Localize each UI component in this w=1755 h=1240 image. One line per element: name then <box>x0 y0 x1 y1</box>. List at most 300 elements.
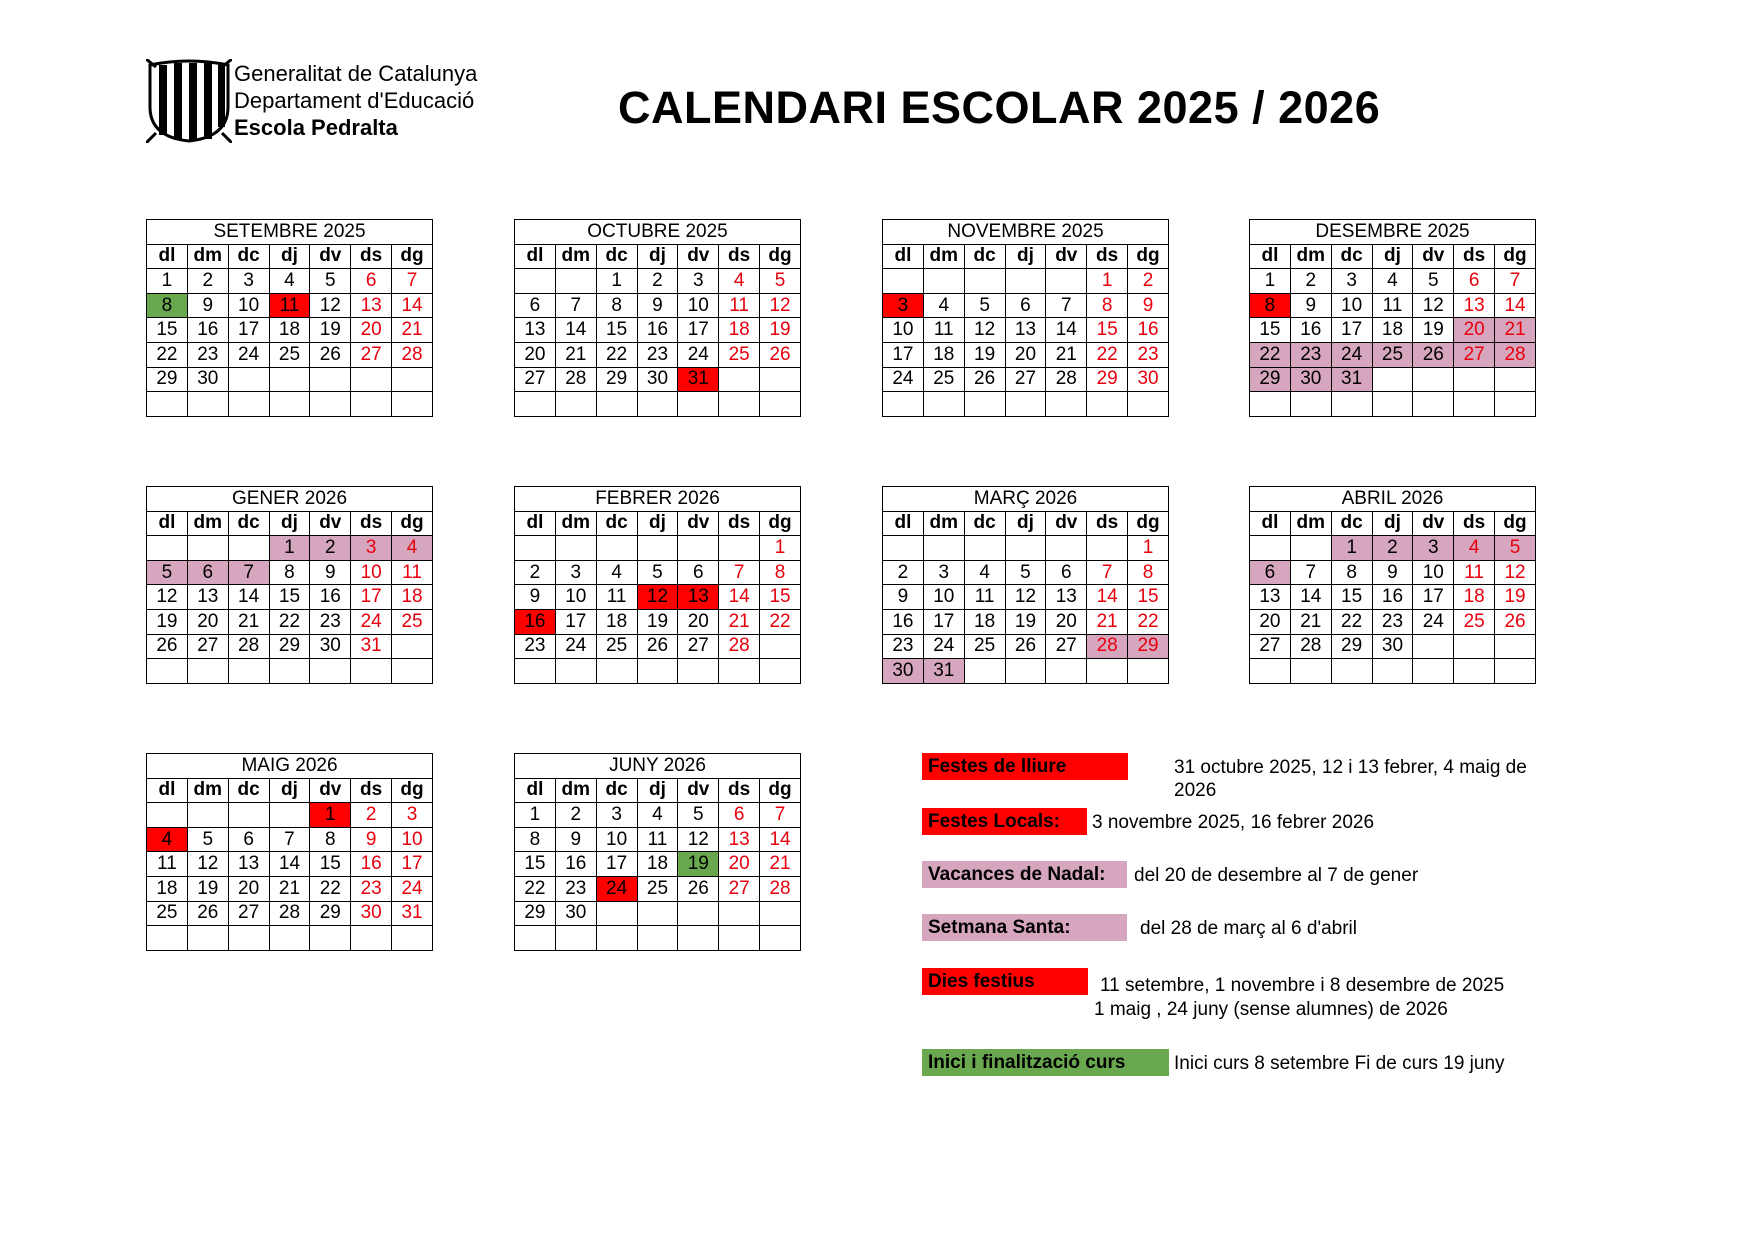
day-cell: 15 <box>1128 585 1169 610</box>
weekday-header: dg <box>760 244 801 269</box>
day-cell: 14 <box>392 293 433 318</box>
day-cell: 23 <box>883 634 924 659</box>
day-cell: 7 <box>760 803 801 828</box>
weekday-header: dj <box>1372 244 1413 269</box>
day-cell: 30 <box>637 367 678 392</box>
weekday-header: dm <box>1290 511 1331 536</box>
week-row <box>147 852 433 877</box>
week-row <box>147 560 433 585</box>
day-cell: 29 <box>515 901 556 926</box>
day-cell: 9 <box>515 585 556 610</box>
week-row <box>883 269 1169 294</box>
day-cell: 24 <box>923 634 964 659</box>
empty-cell <box>964 536 1005 561</box>
day-cell: 29 <box>1128 634 1169 659</box>
day-cell: 21 <box>555 342 596 367</box>
day-cell: 12 <box>187 852 228 877</box>
empty-cell <box>1128 659 1169 684</box>
month-calendar <box>146 753 433 951</box>
day-cell: 25 <box>1454 609 1495 634</box>
weekday-header: dj <box>1005 511 1046 536</box>
day-cell: 9 <box>310 560 351 585</box>
day-cell: 2 <box>883 560 924 585</box>
empty-cell <box>515 269 556 294</box>
empty-cell <box>719 392 760 417</box>
week-row <box>1250 609 1536 634</box>
week-row <box>515 536 801 561</box>
day-cell: 21 <box>228 609 269 634</box>
day-cell: 12 <box>678 827 719 852</box>
empty-cell <box>923 536 964 561</box>
day-cell: 30 <box>187 367 228 392</box>
legend-nadal-text: del 20 de desembre al 7 de gener <box>1134 865 1419 886</box>
week-row <box>515 852 801 877</box>
weekday-header: dc <box>964 244 1005 269</box>
day-cell: 11 <box>392 560 433 585</box>
day-cell: 16 <box>637 318 678 343</box>
day-cell: 28 <box>1087 634 1128 659</box>
day-cell: 19 <box>964 342 1005 367</box>
day-cell: 22 <box>269 609 310 634</box>
day-cell: 27 <box>678 634 719 659</box>
day-cell: 11 <box>964 585 1005 610</box>
week-row <box>883 609 1169 634</box>
day-cell: 28 <box>1290 634 1331 659</box>
day-cell: 3 <box>351 536 392 561</box>
day-cell: 9 <box>187 293 228 318</box>
weekday-header: dm <box>555 778 596 803</box>
empty-cell <box>1046 269 1087 294</box>
empty-cell <box>1454 659 1495 684</box>
day-cell: 5 <box>1495 536 1536 561</box>
day-cell: 24 <box>228 342 269 367</box>
day-cell: 11 <box>923 318 964 343</box>
day-cell: 19 <box>637 609 678 634</box>
day-cell: 24 <box>392 876 433 901</box>
month-calendar <box>1249 219 1536 417</box>
empty-cell <box>760 901 801 926</box>
weekday-header: ds <box>719 778 760 803</box>
day-cell: 25 <box>269 342 310 367</box>
day-cell: 23 <box>351 876 392 901</box>
day-cell: 4 <box>1454 536 1495 561</box>
day-cell: 1 <box>1128 536 1169 561</box>
day-cell: 31 <box>392 901 433 926</box>
empty-cell <box>964 269 1005 294</box>
day-cell: 7 <box>1087 560 1128 585</box>
month-name: DESEMBRE 2025 <box>1250 220 1536 245</box>
empty-cell <box>269 392 310 417</box>
empty-cell <box>351 392 392 417</box>
week-row <box>147 634 433 659</box>
day-cell: 8 <box>760 560 801 585</box>
legend-festius-text-2: 1 maig , 24 juny (sense alumnes) de 2026 <box>1094 999 1448 1020</box>
day-cell: 10 <box>883 318 924 343</box>
day-cell: 29 <box>147 367 188 392</box>
empty-cell <box>228 392 269 417</box>
day-cell: 22 <box>596 342 637 367</box>
week-row <box>147 318 433 343</box>
day-cell: 1 <box>760 536 801 561</box>
week-row <box>147 926 433 951</box>
month-name: JUNY 2026 <box>515 754 801 779</box>
weekday-header: dc <box>228 511 269 536</box>
week-row <box>147 536 433 561</box>
empty-cell <box>1046 536 1087 561</box>
day-cell: 10 <box>555 585 596 610</box>
empty-cell <box>1372 367 1413 392</box>
day-cell: 6 <box>228 827 269 852</box>
day-cell: 2 <box>637 269 678 294</box>
day-cell: 8 <box>1087 293 1128 318</box>
day-cell: 18 <box>392 585 433 610</box>
day-cell: 6 <box>1250 560 1291 585</box>
day-cell: 31 <box>923 659 964 684</box>
empty-cell <box>923 392 964 417</box>
day-cell: 10 <box>596 827 637 852</box>
empty-cell <box>1128 392 1169 417</box>
month-name: MARÇ 2026 <box>883 487 1169 512</box>
weekday-header: dj <box>637 244 678 269</box>
week-row <box>883 342 1169 367</box>
day-cell: 2 <box>555 803 596 828</box>
day-cell: 20 <box>515 342 556 367</box>
day-cell: 1 <box>1250 269 1291 294</box>
day-cell: 15 <box>515 852 556 877</box>
day-cell: 28 <box>760 876 801 901</box>
week-row <box>1250 659 1536 684</box>
day-cell: 4 <box>269 269 310 294</box>
day-cell: 23 <box>1290 342 1331 367</box>
empty-cell <box>923 269 964 294</box>
week-row <box>147 803 433 828</box>
weekday-header: dc <box>964 511 1005 536</box>
weekday-header: dv <box>1046 244 1087 269</box>
day-cell: 13 <box>1250 585 1291 610</box>
week-row <box>515 827 801 852</box>
day-cell: 16 <box>1290 318 1331 343</box>
day-cell: 13 <box>515 318 556 343</box>
empty-cell <box>187 392 228 417</box>
empty-cell <box>555 392 596 417</box>
empty-cell <box>1413 367 1454 392</box>
day-cell: 8 <box>1250 293 1291 318</box>
weekday-header: dv <box>1046 511 1087 536</box>
week-row <box>515 560 801 585</box>
day-cell: 1 <box>1331 536 1372 561</box>
weekday-header: dc <box>596 244 637 269</box>
day-cell: 17 <box>1331 318 1372 343</box>
weekday-header: dv <box>678 778 719 803</box>
day-cell: 2 <box>187 269 228 294</box>
day-cell: 18 <box>923 342 964 367</box>
day-cell: 21 <box>392 318 433 343</box>
day-cell: 25 <box>637 876 678 901</box>
day-cell: 7 <box>1046 293 1087 318</box>
day-cell: 23 <box>187 342 228 367</box>
weekday-header: ds <box>351 778 392 803</box>
day-cell: 10 <box>1331 293 1372 318</box>
empty-cell <box>1046 392 1087 417</box>
legend-locals-text: 3 novembre 2025, 16 febrer 2026 <box>1092 812 1375 833</box>
day-cell: 28 <box>555 367 596 392</box>
day-cell: 16 <box>1128 318 1169 343</box>
day-cell: 13 <box>1046 585 1087 610</box>
weekday-header: dg <box>1495 511 1536 536</box>
weekday-header: dg <box>1128 511 1169 536</box>
month-name: FEBRER 2026 <box>515 487 801 512</box>
day-cell: 17 <box>678 318 719 343</box>
weekday-header: dc <box>596 778 637 803</box>
empty-cell <box>147 926 188 951</box>
week-row <box>1250 269 1536 294</box>
weekday-header: dl <box>515 778 556 803</box>
day-cell: 3 <box>555 560 596 585</box>
week-row <box>883 634 1169 659</box>
weekday-header: dj <box>637 511 678 536</box>
empty-cell <box>228 659 269 684</box>
empty-cell <box>1413 392 1454 417</box>
day-cell: 6 <box>1454 269 1495 294</box>
empty-cell <box>1005 536 1046 561</box>
day-cell: 1 <box>310 803 351 828</box>
month-calendar <box>514 753 801 951</box>
empty-cell <box>719 926 760 951</box>
empty-cell <box>1250 659 1291 684</box>
weekday-header: dl <box>515 511 556 536</box>
weekday-header: dv <box>1413 244 1454 269</box>
empty-cell <box>555 659 596 684</box>
week-row <box>1250 293 1536 318</box>
day-cell: 3 <box>678 269 719 294</box>
empty-cell <box>555 269 596 294</box>
month-name: NOVEMBRE 2025 <box>883 220 1169 245</box>
day-cell: 21 <box>719 609 760 634</box>
day-cell: 18 <box>147 876 188 901</box>
weekday-header: dm <box>187 511 228 536</box>
day-cell: 19 <box>760 318 801 343</box>
empty-cell <box>515 926 556 951</box>
day-cell: 16 <box>351 852 392 877</box>
day-cell: 5 <box>964 293 1005 318</box>
weekday-header: dl <box>1250 244 1291 269</box>
week-row <box>515 876 801 901</box>
day-cell: 29 <box>269 634 310 659</box>
empty-cell <box>392 926 433 951</box>
empty-cell <box>351 926 392 951</box>
day-cell: 20 <box>187 609 228 634</box>
day-cell: 13 <box>187 585 228 610</box>
day-cell: 10 <box>1413 560 1454 585</box>
empty-cell <box>1087 659 1128 684</box>
day-cell: 4 <box>637 803 678 828</box>
day-cell: 28 <box>269 901 310 926</box>
day-cell: 18 <box>719 318 760 343</box>
day-cell: 16 <box>1372 585 1413 610</box>
day-cell: 24 <box>678 342 719 367</box>
day-cell: 25 <box>147 901 188 926</box>
empty-cell <box>1495 392 1536 417</box>
weekday-header: ds <box>351 244 392 269</box>
weekday-header: dc <box>596 511 637 536</box>
empty-cell <box>596 659 637 684</box>
weekday-header: dj <box>269 511 310 536</box>
empty-cell <box>392 367 433 392</box>
empty-cell <box>147 803 188 828</box>
week-row <box>1250 342 1536 367</box>
month-name: OCTUBRE 2025 <box>515 220 801 245</box>
day-cell: 24 <box>1413 609 1454 634</box>
day-cell: 8 <box>269 560 310 585</box>
day-cell: 13 <box>1005 318 1046 343</box>
empty-cell <box>187 659 228 684</box>
day-cell: 16 <box>515 609 556 634</box>
day-cell: 10 <box>923 585 964 610</box>
day-cell: 8 <box>596 293 637 318</box>
day-cell: 2 <box>515 560 556 585</box>
empty-cell <box>1495 659 1536 684</box>
day-cell: 5 <box>637 560 678 585</box>
weekday-header: dj <box>269 244 310 269</box>
day-cell: 2 <box>1128 269 1169 294</box>
week-row <box>147 901 433 926</box>
week-row <box>147 659 433 684</box>
day-cell: 6 <box>187 560 228 585</box>
week-row <box>147 609 433 634</box>
week-row <box>147 876 433 901</box>
week-row <box>1250 318 1536 343</box>
empty-cell <box>392 392 433 417</box>
day-cell: 17 <box>1413 585 1454 610</box>
day-cell: 18 <box>637 852 678 877</box>
legend-santa-text: del 28 de març al 6 d'abril <box>1140 918 1357 939</box>
legend-festius-label: Dies festius <box>922 968 1088 995</box>
month-calendar <box>514 486 801 684</box>
day-cell: 26 <box>310 342 351 367</box>
month-calendar <box>882 486 1169 684</box>
weekday-header: dl <box>515 244 556 269</box>
empty-cell <box>1413 659 1454 684</box>
empty-cell <box>760 926 801 951</box>
day-cell: 2 <box>351 803 392 828</box>
day-cell: 7 <box>1290 560 1331 585</box>
week-row <box>515 318 801 343</box>
month-calendar <box>146 486 433 684</box>
week-row <box>1250 560 1536 585</box>
weekday-header: dl <box>883 244 924 269</box>
day-cell: 3 <box>1413 536 1454 561</box>
empty-cell <box>964 392 1005 417</box>
school-name: Escola Pedralta <box>234 115 398 140</box>
day-cell: 15 <box>269 585 310 610</box>
empty-cell <box>1005 659 1046 684</box>
week-row <box>147 342 433 367</box>
empty-cell <box>760 392 801 417</box>
empty-cell <box>964 659 1005 684</box>
month-calendar <box>882 219 1169 417</box>
day-cell: 11 <box>1454 560 1495 585</box>
weekday-header: dj <box>269 778 310 803</box>
weekday-header: dg <box>392 778 433 803</box>
week-row <box>1250 367 1536 392</box>
empty-cell <box>719 536 760 561</box>
day-cell: 8 <box>147 293 188 318</box>
day-cell: 10 <box>228 293 269 318</box>
page-title: CALENDARI ESCOLAR 2025 / 2026 <box>618 82 1381 133</box>
day-cell: 4 <box>964 560 1005 585</box>
week-row <box>883 560 1169 585</box>
day-cell: 11 <box>269 293 310 318</box>
day-cell: 15 <box>1250 318 1291 343</box>
day-cell: 15 <box>1331 585 1372 610</box>
week-row <box>147 269 433 294</box>
day-cell: 30 <box>351 901 392 926</box>
day-cell: 19 <box>187 876 228 901</box>
day-cell: 19 <box>678 852 719 877</box>
weekday-header: dc <box>1331 244 1372 269</box>
organization-block <box>234 60 477 141</box>
day-cell: 15 <box>310 852 351 877</box>
empty-cell <box>678 392 719 417</box>
day-cell: 31 <box>1331 367 1372 392</box>
day-cell: 23 <box>555 876 596 901</box>
empty-cell <box>310 659 351 684</box>
day-cell: 26 <box>637 634 678 659</box>
weekday-header: dl <box>1250 511 1291 536</box>
week-row <box>883 293 1169 318</box>
empty-cell <box>147 536 188 561</box>
day-cell: 25 <box>392 609 433 634</box>
day-cell: 29 <box>1250 367 1291 392</box>
day-cell: 26 <box>1413 342 1454 367</box>
day-cell: 18 <box>964 609 1005 634</box>
day-cell: 27 <box>351 342 392 367</box>
empty-cell <box>310 392 351 417</box>
day-cell: 11 <box>147 852 188 877</box>
day-cell: 19 <box>1495 585 1536 610</box>
weekday-header: dm <box>555 244 596 269</box>
day-cell: 20 <box>1250 609 1291 634</box>
day-cell: 22 <box>1087 342 1128 367</box>
day-cell: 8 <box>1128 560 1169 585</box>
month-calendar <box>1249 486 1536 684</box>
day-cell: 22 <box>147 342 188 367</box>
day-cell: 22 <box>1128 609 1169 634</box>
day-cell: 29 <box>1331 634 1372 659</box>
day-cell: 11 <box>719 293 760 318</box>
empty-cell <box>1290 659 1331 684</box>
day-cell: 14 <box>555 318 596 343</box>
day-cell: 12 <box>310 293 351 318</box>
day-cell: 12 <box>1495 560 1536 585</box>
weekday-header: dg <box>760 511 801 536</box>
day-cell: 1 <box>596 269 637 294</box>
day-cell: 5 <box>187 827 228 852</box>
day-cell: 5 <box>310 269 351 294</box>
day-cell: 3 <box>923 560 964 585</box>
week-row <box>515 392 801 417</box>
empty-cell <box>310 367 351 392</box>
empty-cell <box>392 659 433 684</box>
week-row <box>1250 536 1536 561</box>
day-cell: 21 <box>269 876 310 901</box>
day-cell: 8 <box>515 827 556 852</box>
empty-cell <box>760 367 801 392</box>
day-cell: 16 <box>555 852 596 877</box>
day-cell: 7 <box>1495 269 1536 294</box>
week-row <box>1250 585 1536 610</box>
weekday-header: dl <box>147 778 188 803</box>
